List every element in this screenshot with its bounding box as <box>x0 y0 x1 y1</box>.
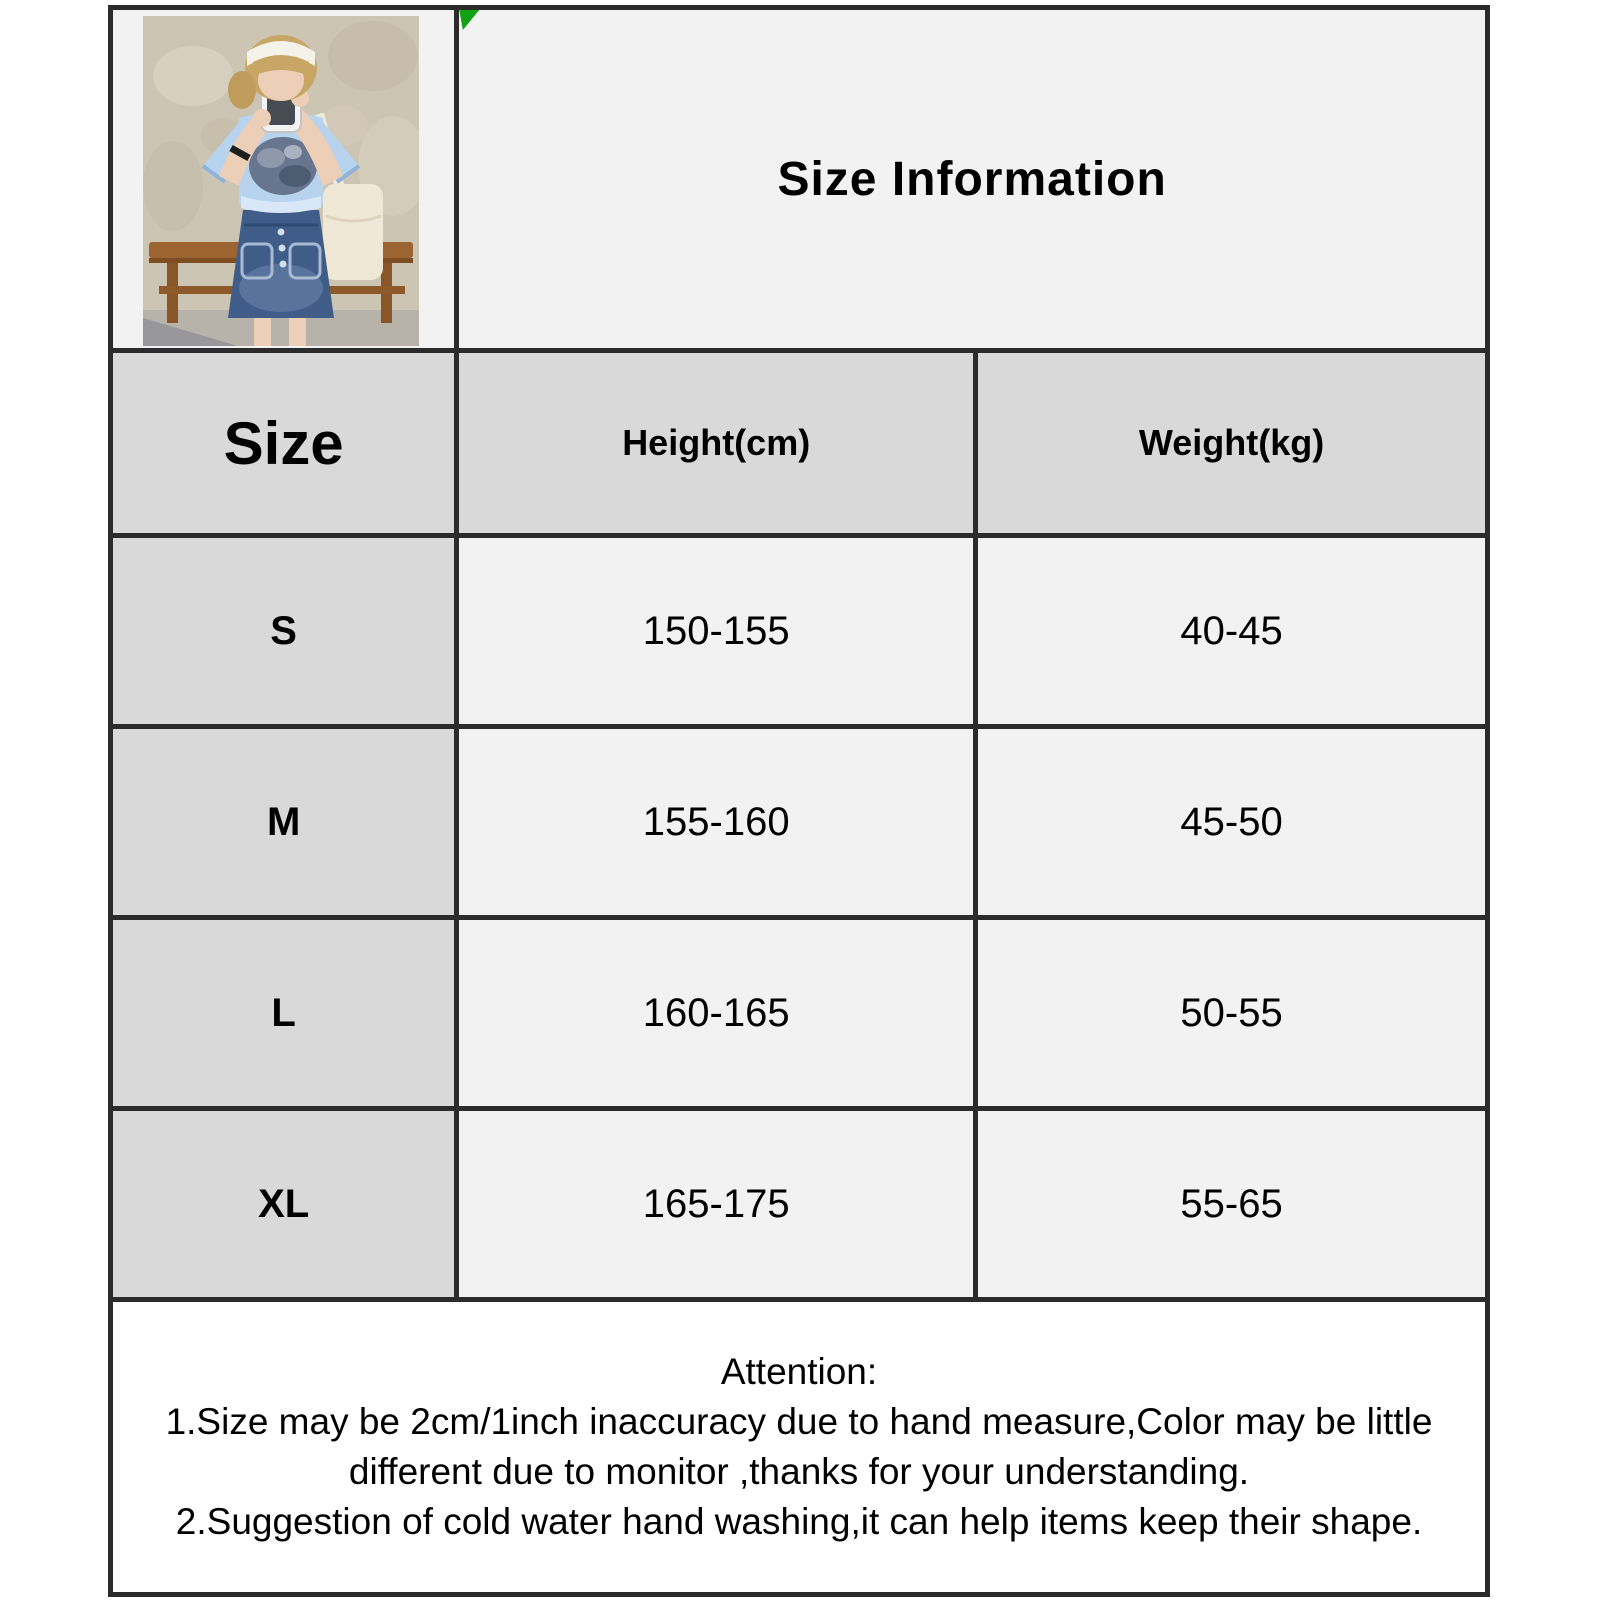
table-row-s <box>111 536 1488 727</box>
column-header-height: Height(cm) <box>457 351 976 536</box>
attention-row <box>111 1300 1488 1595</box>
attention-line: 2.Suggestion of cold water hand washing,it can help items keep their shape. <box>175 1501 1423 1542</box>
column-header-size: Size <box>111 351 457 536</box>
product-photo <box>143 16 419 346</box>
weight-value: 50-55 <box>976 918 1488 1109</box>
attention-line: different due to monitor ,thanks for your understanding. <box>348 1451 1250 1492</box>
weight-value: 55-65 <box>976 1109 1488 1300</box>
size-label: XL <box>111 1109 457 1300</box>
table-row <box>111 8 1488 351</box>
size-label: L <box>111 918 457 1109</box>
page-title: Size Information <box>777 152 1167 206</box>
weight-value: 40-45 <box>976 536 1488 727</box>
attention-heading: Attention: <box>720 1351 878 1392</box>
height-value: 160-165 <box>457 918 976 1109</box>
size-information-table <box>108 5 1490 1597</box>
size-label: M <box>111 727 457 918</box>
column-header-weight: Weight(kg) <box>976 351 1488 536</box>
green-corner-marker-icon <box>459 10 479 30</box>
height-value: 165-175 <box>457 1109 976 1300</box>
table-row-xl <box>111 1109 1488 1300</box>
attention-line: 1.Size may be 2cm/1inch inaccuracy due to hand measure,Color may be little <box>165 1401 1433 1442</box>
table-header-row <box>111 351 1488 536</box>
table-row-m <box>111 727 1488 918</box>
height-value: 155-160 <box>457 727 976 918</box>
height-value: 150-155 <box>457 536 976 727</box>
product-photo-cell <box>111 8 457 351</box>
table-row-l <box>111 918 1488 1109</box>
attention-note <box>111 1300 1488 1595</box>
size-label: S <box>111 536 457 727</box>
title-cell <box>457 8 1488 351</box>
weight-value: 45-50 <box>976 727 1488 918</box>
